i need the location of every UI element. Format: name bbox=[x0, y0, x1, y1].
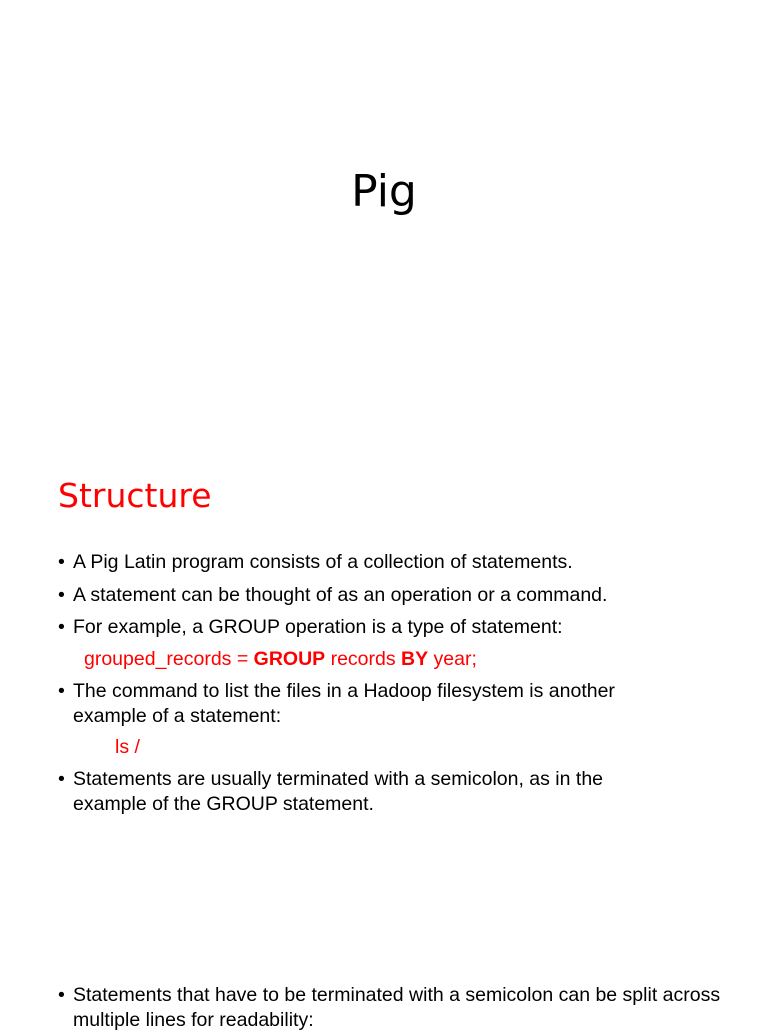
bullet-text: The command to list the files in a Hadoop filesystem is another example of a statement: bbox=[73, 680, 615, 727]
bullet-item bbox=[58, 583, 723, 608]
code-text: grouped_records = bbox=[84, 648, 254, 670]
code-text: records bbox=[325, 648, 402, 670]
bullet-text: Statements are usually terminated with a semicolon, as in the example of the GROUP statement. bbox=[73, 768, 604, 815]
bullet-text: A statement can be thought of as an operation or a command. bbox=[73, 584, 608, 606]
code-ls-example: ls / bbox=[115, 736, 140, 758]
bullet-item bbox=[58, 767, 663, 817]
code-keyword: BY bbox=[401, 648, 429, 670]
bullet-text: For example, a GROUP operation is a type of statement: bbox=[73, 616, 563, 638]
code-keyword: GROUP bbox=[253, 648, 326, 670]
slide-title: Pig bbox=[351, 166, 417, 217]
bullet-item bbox=[58, 679, 673, 729]
bullet-icon: • bbox=[58, 680, 65, 702]
bullet-icon: • bbox=[58, 984, 65, 1006]
section-heading: Structure bbox=[58, 476, 212, 515]
bullet-icon: • bbox=[58, 584, 65, 606]
bullet-icon: • bbox=[58, 768, 65, 790]
bullet-icon: • bbox=[58, 551, 65, 573]
bullet-item bbox=[58, 550, 723, 575]
code-text: year; bbox=[428, 648, 477, 670]
bullet-text: A Pig Latin program consists of a collection of statements. bbox=[73, 551, 573, 573]
bullet-item bbox=[58, 615, 723, 640]
bullet-icon: • bbox=[58, 616, 65, 638]
code-group-example bbox=[84, 647, 477, 672]
bullet-item bbox=[58, 983, 723, 1033]
bullet-text: Statements that have to be terminated with a semicolon can be split across multiple lines for readability: bbox=[73, 984, 721, 1031]
